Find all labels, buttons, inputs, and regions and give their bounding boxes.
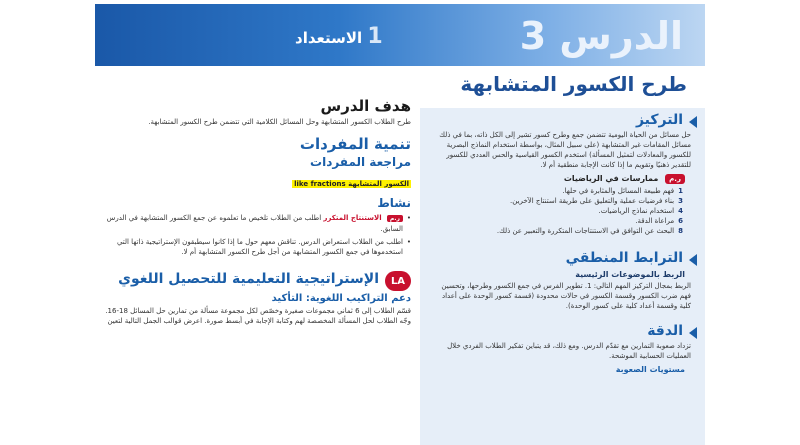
practices-list xyxy=(430,186,683,236)
vocab-term: الكسور المتشابهة like fractions xyxy=(294,180,409,188)
rigor-heading: الدقة xyxy=(426,323,697,339)
textbook-page xyxy=(95,0,705,445)
coherence-text: الربط بمجال التركيز المهم التالي: 1. تطوير الفرس في جمع الكسور وطرحها، وتحسين فهم ضرب الكسور وقسمة الكسور في حالات محدودة (قسمة كسور الوحدة على أعداد كلية وقسمة أعداد كلية على كسور الوحدة). xyxy=(441,282,691,310)
prep-label xyxy=(295,24,389,49)
activity-text-1: اطلب من الطلاب تلخيص ما تعلموه عن جمع الكسور المتشابهة في الدرس السابق. xyxy=(106,214,403,233)
la-text: قسّم الطلاب إلى 6 ثماني مجموعات صغيرة وخصّص لكل مجموعة مسألة من تمارين حل المسائل 18-16. وجّه الطلاب لحل المسألة المخصصة لهم وكتابة الإجابة في أبسط صورة. اعرض قوالب الجمل التالية لتعين xyxy=(105,307,411,325)
activity-item xyxy=(101,213,411,234)
prep-text: الاستعداد xyxy=(295,29,363,47)
vocab-review: مراجعة المفردات xyxy=(310,155,411,169)
prep-number: 1 xyxy=(367,24,383,49)
practice-item: 1فهم طبيعة المسائل والمثابرة في حلها. xyxy=(562,187,683,195)
practices-heading xyxy=(430,174,685,184)
practice-item: 6مراعاة الدقة. xyxy=(635,217,683,225)
activity-item xyxy=(101,237,411,257)
sidebar-panel xyxy=(420,108,705,445)
goal-text: طرح الطلاب الكسور المتشابهة وحل المسائل الكلامية التي تتضمن طرح الكسور المتشابهة. xyxy=(148,118,411,126)
practice-item: 3بناء فرضيات عملية والتعليق على طريقة استنتاج الآخرين. xyxy=(510,197,683,205)
la-subheading: دعم التراكيب اللغوية: التأكيد xyxy=(271,293,411,304)
practice-item: 8البحث عن التوافق في الاستنتاجات المتكررة والتعبير عن ذلك. xyxy=(496,227,683,235)
lesson-banner xyxy=(95,4,705,66)
vocab-heading: تنمية المفردات xyxy=(299,135,411,153)
levels-heading: مستويات الصعوبة xyxy=(615,365,685,374)
goal-heading: هدف الدرس xyxy=(320,97,411,115)
la-section xyxy=(101,271,411,291)
focus-text: حل مسائل من الحياة اليومية تتضمن جمع وطرح كسور تشير إلى الكل ذاته، بما في ذلك مسائل المقامات غير المتشابهة (على سبيل المثال، بواسطة استخدام النماذج البصرية للكسور والمعادلات لتمثيل المسألة) استخدم الكسور القياسية والحس العددي للكسور للتقدير ذهنيًا وتقويم ما إذا كانت الإجابة منطقية أم لا. xyxy=(439,131,691,169)
lesson-title: طرح الكسور المتشابهة xyxy=(460,72,687,96)
activity-strategy: الاستنتاج المتكرر xyxy=(323,214,382,222)
practice-item: 4استخدام نماذج الرياضيات. xyxy=(598,207,683,215)
coherence-heading: الترابط المنطقي xyxy=(426,250,697,266)
activity-tag: ر.م xyxy=(387,215,403,222)
practice-tag: ر.م xyxy=(665,174,685,184)
la-heading: الإستراتيجية التعليمية للتحصيل اللغوي xyxy=(118,271,379,287)
focus-heading: التركيز xyxy=(426,112,697,128)
activity-text-2: اطلب من الطلاب استعراض الدرس. تناقش معهم حول ما إذا كانوا سيطبقون الإستراتيجية ذاتها التي استخدموها في جمع الكسور المتشابهة من أجل طرح الكسور المتشابهة أم لا. xyxy=(116,238,403,256)
lesson-number: الدرس 3 xyxy=(519,14,683,58)
rigor-text: تزداد صعوبة التمارين مع تقدّم الدرس. ومع ذلك، قد يتباين تفكير الطلاب الفردي خلال العمليات الحسابية الموشحة. xyxy=(447,342,691,360)
main-column xyxy=(101,95,411,328)
la-badge: LA xyxy=(385,271,411,291)
coherence-subheading: الربط بالموضوعات الرئيسية xyxy=(575,270,685,279)
activity-heading: نشاط xyxy=(377,196,411,210)
practice-title: ممارسات في الرياضيات xyxy=(563,174,659,183)
